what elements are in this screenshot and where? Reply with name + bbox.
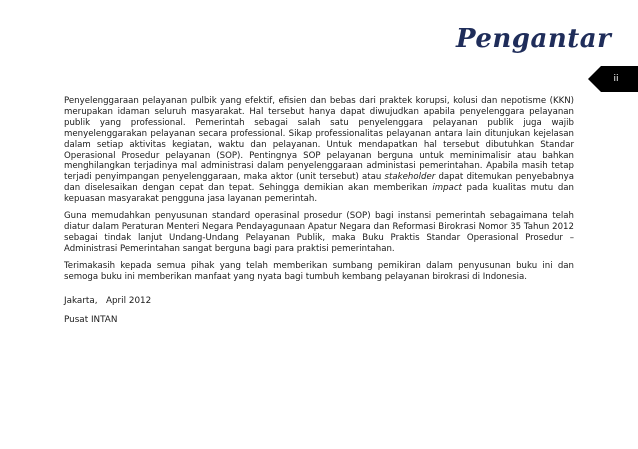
organization-name: Pusat INTAN [64,315,118,325]
signoff [64,295,151,326]
paragraph-1-part-b: dapat ditemukan penyebabnya dan diselesaikan dengan cepat dan tepat. Sehingga demikian akan memberikan [64,172,574,194]
page-number: ii [613,74,619,84]
place-date: Jakarta, April 2012 [64,296,152,306]
paragraph-1 [64,96,574,205]
stakeholder-term: stakeholder [384,172,436,183]
impact-term: impact [432,183,462,194]
body-text [64,96,574,283]
paragraph-1-part-c: pada kualitas mutu dan kepuasan masyarakat pengguna jasa layanan pemerintah. [64,183,574,205]
paragraph-1-part-a: Penyelenggaraan pelayanan pulbik yang efektif, efisien dan bebas dari praktek korupsi, kolusi dan nepotisme (KKN) merupakan idaman seluruh masyarakat. Hal tersebut hanya dapat diwujudkan apabila penyelenggara pelayanan publik yang professional. Pemerintah sebagai salah satu penyelenggara pelayanan publik juga wajib menyelenggarakan pelayanan secara professional. Sikap professionalitas pelayanan antara lain ditunjukan kejelasan dalam setiap aktivitas kegiatan, waktu dan pelayanan. Untuk mendapatkan hal tersebut dibutuhkan Standar Operasional Prosedur pelayanan (SOP). Pentingnya SOP pelayanan berguna untuk meminimalisir atau bahkan menghilangkan terjadinya mal administrasi dalam penyelenggaraan administasi pemerintahan. Apabila masih tetap terjadi penyimpangan penyelenggaraan, maka aktor (unit tersebut) atau [64,96,574,183]
paragraph-2: Guna memudahkan penyusunan standard operasinal prosedur (SOP) bagi instansi pemerintah sebagaimana telah diatur dalam Peraturan Menteri Negara Pendayagunaan Apatur Negara dan Reformasi Birokrasi Nomor 35 Tahun 2012 sebagai tindak lanjut Undang-Undang Pelayanan Publik, maka Buku Praktis Standar Operasional Prosedur – Administrasi Pemerintahan sangat berguna bagi para praktisi pemerintahan. [64,211,574,254]
paragraph-3: Terimakasih kepada semua pihak yang telah memberikan sumbang pemikiran dalam penyusunan buku ini dan semoga buku ini memberikan manfaat yang nyata bagi tumbuh kembang pelayanan birokrasi di Indonesia. [64,260,574,282]
page-number-tab [588,66,638,92]
page-title: Pengantar [456,24,612,54]
